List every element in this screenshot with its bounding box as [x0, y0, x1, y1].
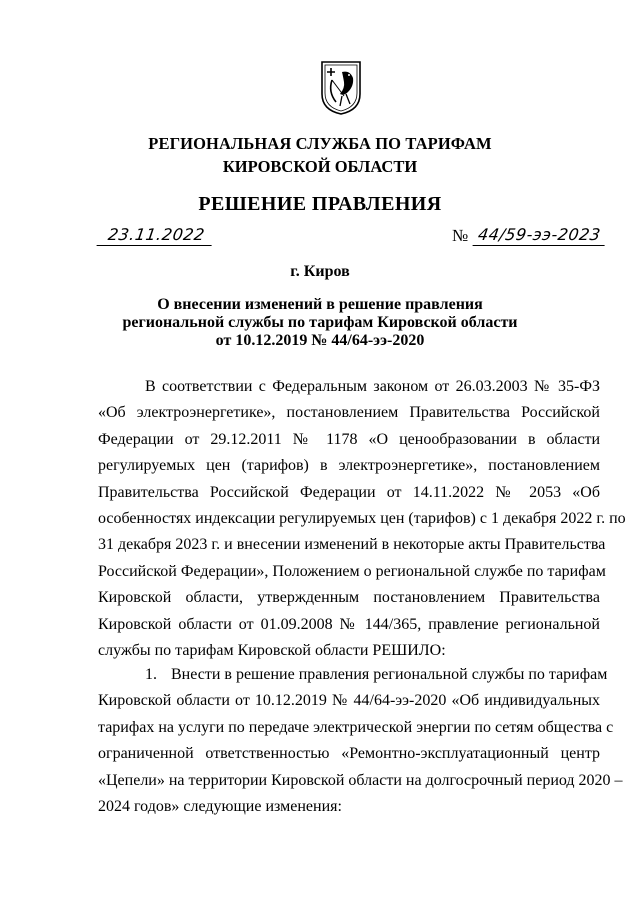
subject-line-1: О внесении изменений в решение правления — [157, 296, 483, 313]
organization-title-line2: КИРОВСКОЙ ОБЛАСТИ — [222, 157, 418, 176]
preamble-line: Кировской области, утвержденным постановлением Правительства — [98, 589, 600, 607]
document-type-heading: РЕШЕНИЕ ПРАВЛЕНИЯ — [198, 193, 442, 215]
preamble-line: В соответствии с Федеральным законом от 26.03.2003 № 35-ФЗ — [145, 378, 600, 395]
item-1-line: 2024 годов» следующие изменения: — [98, 797, 342, 815]
preamble-line: Российской Федерации», Положением о региональной службе по тарифам — [98, 562, 606, 580]
preamble-line: «Об электроэнергетике», постановлением Правительства Российской — [98, 404, 600, 422]
preamble-line: 31 декабря 2023 г. и внесении изменений в некоторые акты Правительства — [98, 536, 606, 554]
subject-line-2: региональной службы по тарифам Кировской области — [122, 314, 518, 331]
item-1-number: 1. — [145, 666, 157, 683]
item-1-line: Внести в решение правления региональной службы по тарифам — [171, 666, 608, 683]
decision-number-block — [452, 225, 607, 246]
kirov-coat-of-arms-icon — [320, 60, 362, 116]
preamble-line: регулируемых цен (тарифов) в электроэнергетике», постановлением — [98, 457, 600, 475]
item-1-first-line — [98, 662, 608, 688]
item-1-paragraph — [98, 662, 623, 820]
item-1-line: ограниченной ответственностью «Ремонтно-эксплуатационный центр — [98, 745, 600, 763]
preamble-line: службы по тарифам Кировской области РЕШИЛО: — [98, 641, 446, 659]
subject-line-3: от 10.12.2019 № 44/64-ээ-2020 — [215, 332, 425, 349]
decision-number: 44/59-ээ-2023 — [473, 225, 608, 246]
item-1-line: тарифах на услуги по передаче электрической энергии по сетям общества с — [98, 718, 614, 736]
preamble-paragraph — [98, 374, 626, 664]
organization-title-line1: РЕГИОНАЛЬНАЯ СЛУЖБА ПО ТАРИФАМ — [148, 134, 492, 153]
preamble-line: особенностях индексации регулируемых цен (тарифов) с 1 декабря 2022 г. по — [98, 509, 626, 527]
preamble-line: Федерации от 29.12.2011 № 1178 «О ценообразовании в области — [98, 430, 600, 448]
preamble-line: Правительства Российской Федерации от 14.11.2022 № 2053 «Об — [98, 483, 600, 501]
decision-date: 23.11.2022 — [97, 225, 215, 246]
number-sign: № — [452, 226, 469, 245]
preamble-line: Кировской области от 01.09.2008 № 144/365, правление региональной — [98, 615, 600, 633]
item-1-line: «Цепели» на территории Кировской области на долгосрочный период 2020 – — [98, 771, 623, 789]
item-1-line: Кировской области от 10.12.2019 № 44/64-ээ-2020 «Об индивидуальных — [98, 692, 600, 710]
city-label: г. Киров — [290, 263, 350, 280]
